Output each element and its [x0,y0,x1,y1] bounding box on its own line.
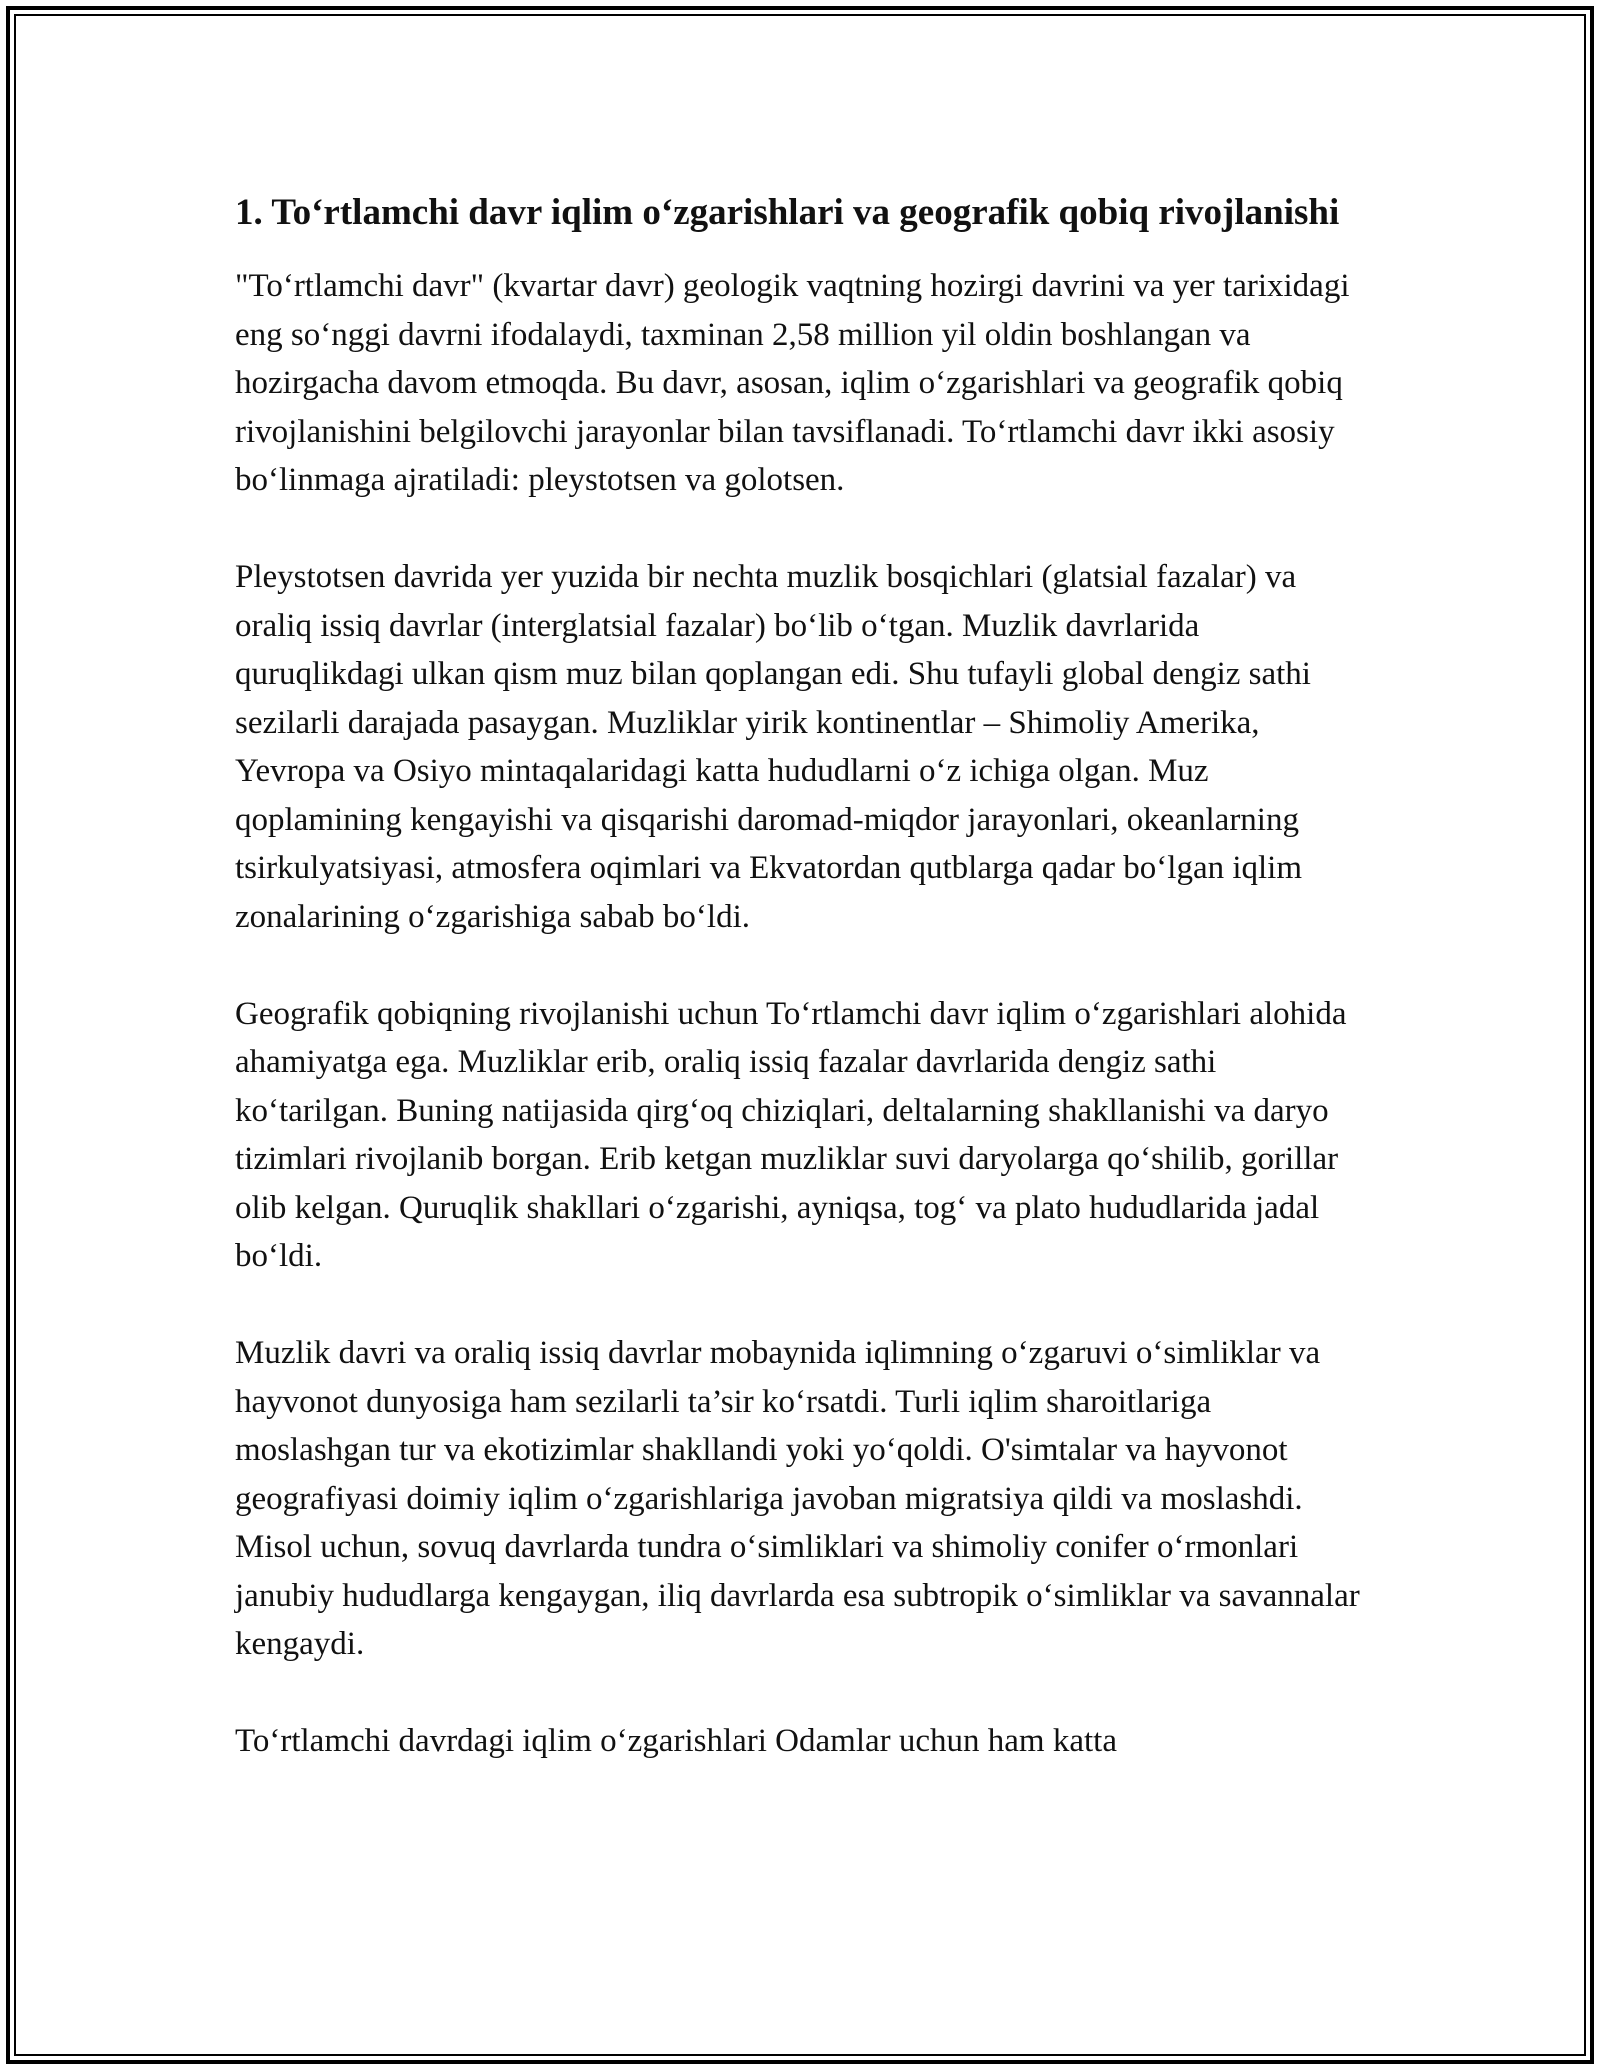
paragraph-intro: "To‘rtlamchi davr" (kvartar davr) geologik vaqtning hozirgi davrini va yer tarixidagi eng so‘nggi davrni ifodalaydi, taxminan 2,58 million yil oldin boshlangan va hozirgacha davom etmoqda. Bu davr, asosan, iqlim o‘zgarishlari va geografik qobiq rivojlanishini belgilovchi jarayonlar bilan tavsiflanadi. To‘rtlamchi davr ikki asosiy bo‘linmaga ajratiladi: pleystotsen va golotsen. [235,268,1350,498]
document-body [235,186,1370,1814]
paragraph-flora-fauna: Muzlik davri va oraliq issiq davrlar mobaynida iqlimning o‘zgaruvi o‘simliklar va hayvonot dunyosiga ham sezilarli ta’sir ko‘rsatdi. Turli iqlim sharoitlariga moslashgan tur va ekotizimlar shakllandi yoki yo‘qoldi. O'simtalar va hayvonot geografiyasi doimiy iqlim o‘zgarishlariga javoban migratsiya qildi va moslashdi. Misol uchun, sovuq davrlarda tundra o‘simliklari va shimoliy conifer o‘rmonlari janubiy hududlarga kengaygan, iliq davrlarda esa subtropik o‘simliklar va savannalar kengaydi. [235,1335,1360,1662]
paragraph-geographic-envelope: Geografik qobiqning rivojlanishi uchun To‘rtlamchi davr iqlim o‘zgarishlari alohida ahamiyatga ega. Muzliklar erib, oraliq issiq fazalar davrlarida dengiz sathi ko‘tarilgan. Buning natijasida qirg‘oq chiziqlari, deltalarning shakllanishi va daryo tizimlari rivojlanib borgan. Erib ketgan muzliklar suvi daryolarga qo‘shilib, gorillar olib kelgan. Quruqlik shakllari o‘zgarishi, ayniqsa, tog‘ va plato hududlarida jadal bo‘ldi. [235,995,1347,1274]
section-heading: 1. To‘rtlamchi davr iqlim o‘zgarishlari va geografik qobiq rivojlanishi [235,192,1340,233]
paragraph-pleistocene: Pleystotsen davrida yer yuzida bir nechta muzlik bosqichlari (glatsial fazalar) va oraliq issiq davrlar (interglatsial fazalar) bo‘lib o‘tgan. Muzlik davrlarida quruqlikdagi ulkan qism muz bilan qoplangan edi. Shu tufayli global dengiz sathi sezilarli darajada pasaygan. Muzliklar yirik kontinentlar – Shimoliy Amerika, Yevropa va Osiyo mintaqalaridagi katta hududlarni o‘z ichiga olgan. Muz qoplamining kengayishi va qisqarishi daromad-miqdor jarayonlari, okeanlarning tsirkulyatsiyasi, atmosfera oqimlari va Ekvatordan qutblarga qadar bo‘lgan iqlim zonalarining o‘zgarishiga sabab bo‘ldi. [235,559,1311,935]
paragraph-humans: To‘rtlamchi davrdagi iqlim o‘zgarishlari Odamlar uchun ham katta [235,1723,1117,1759]
